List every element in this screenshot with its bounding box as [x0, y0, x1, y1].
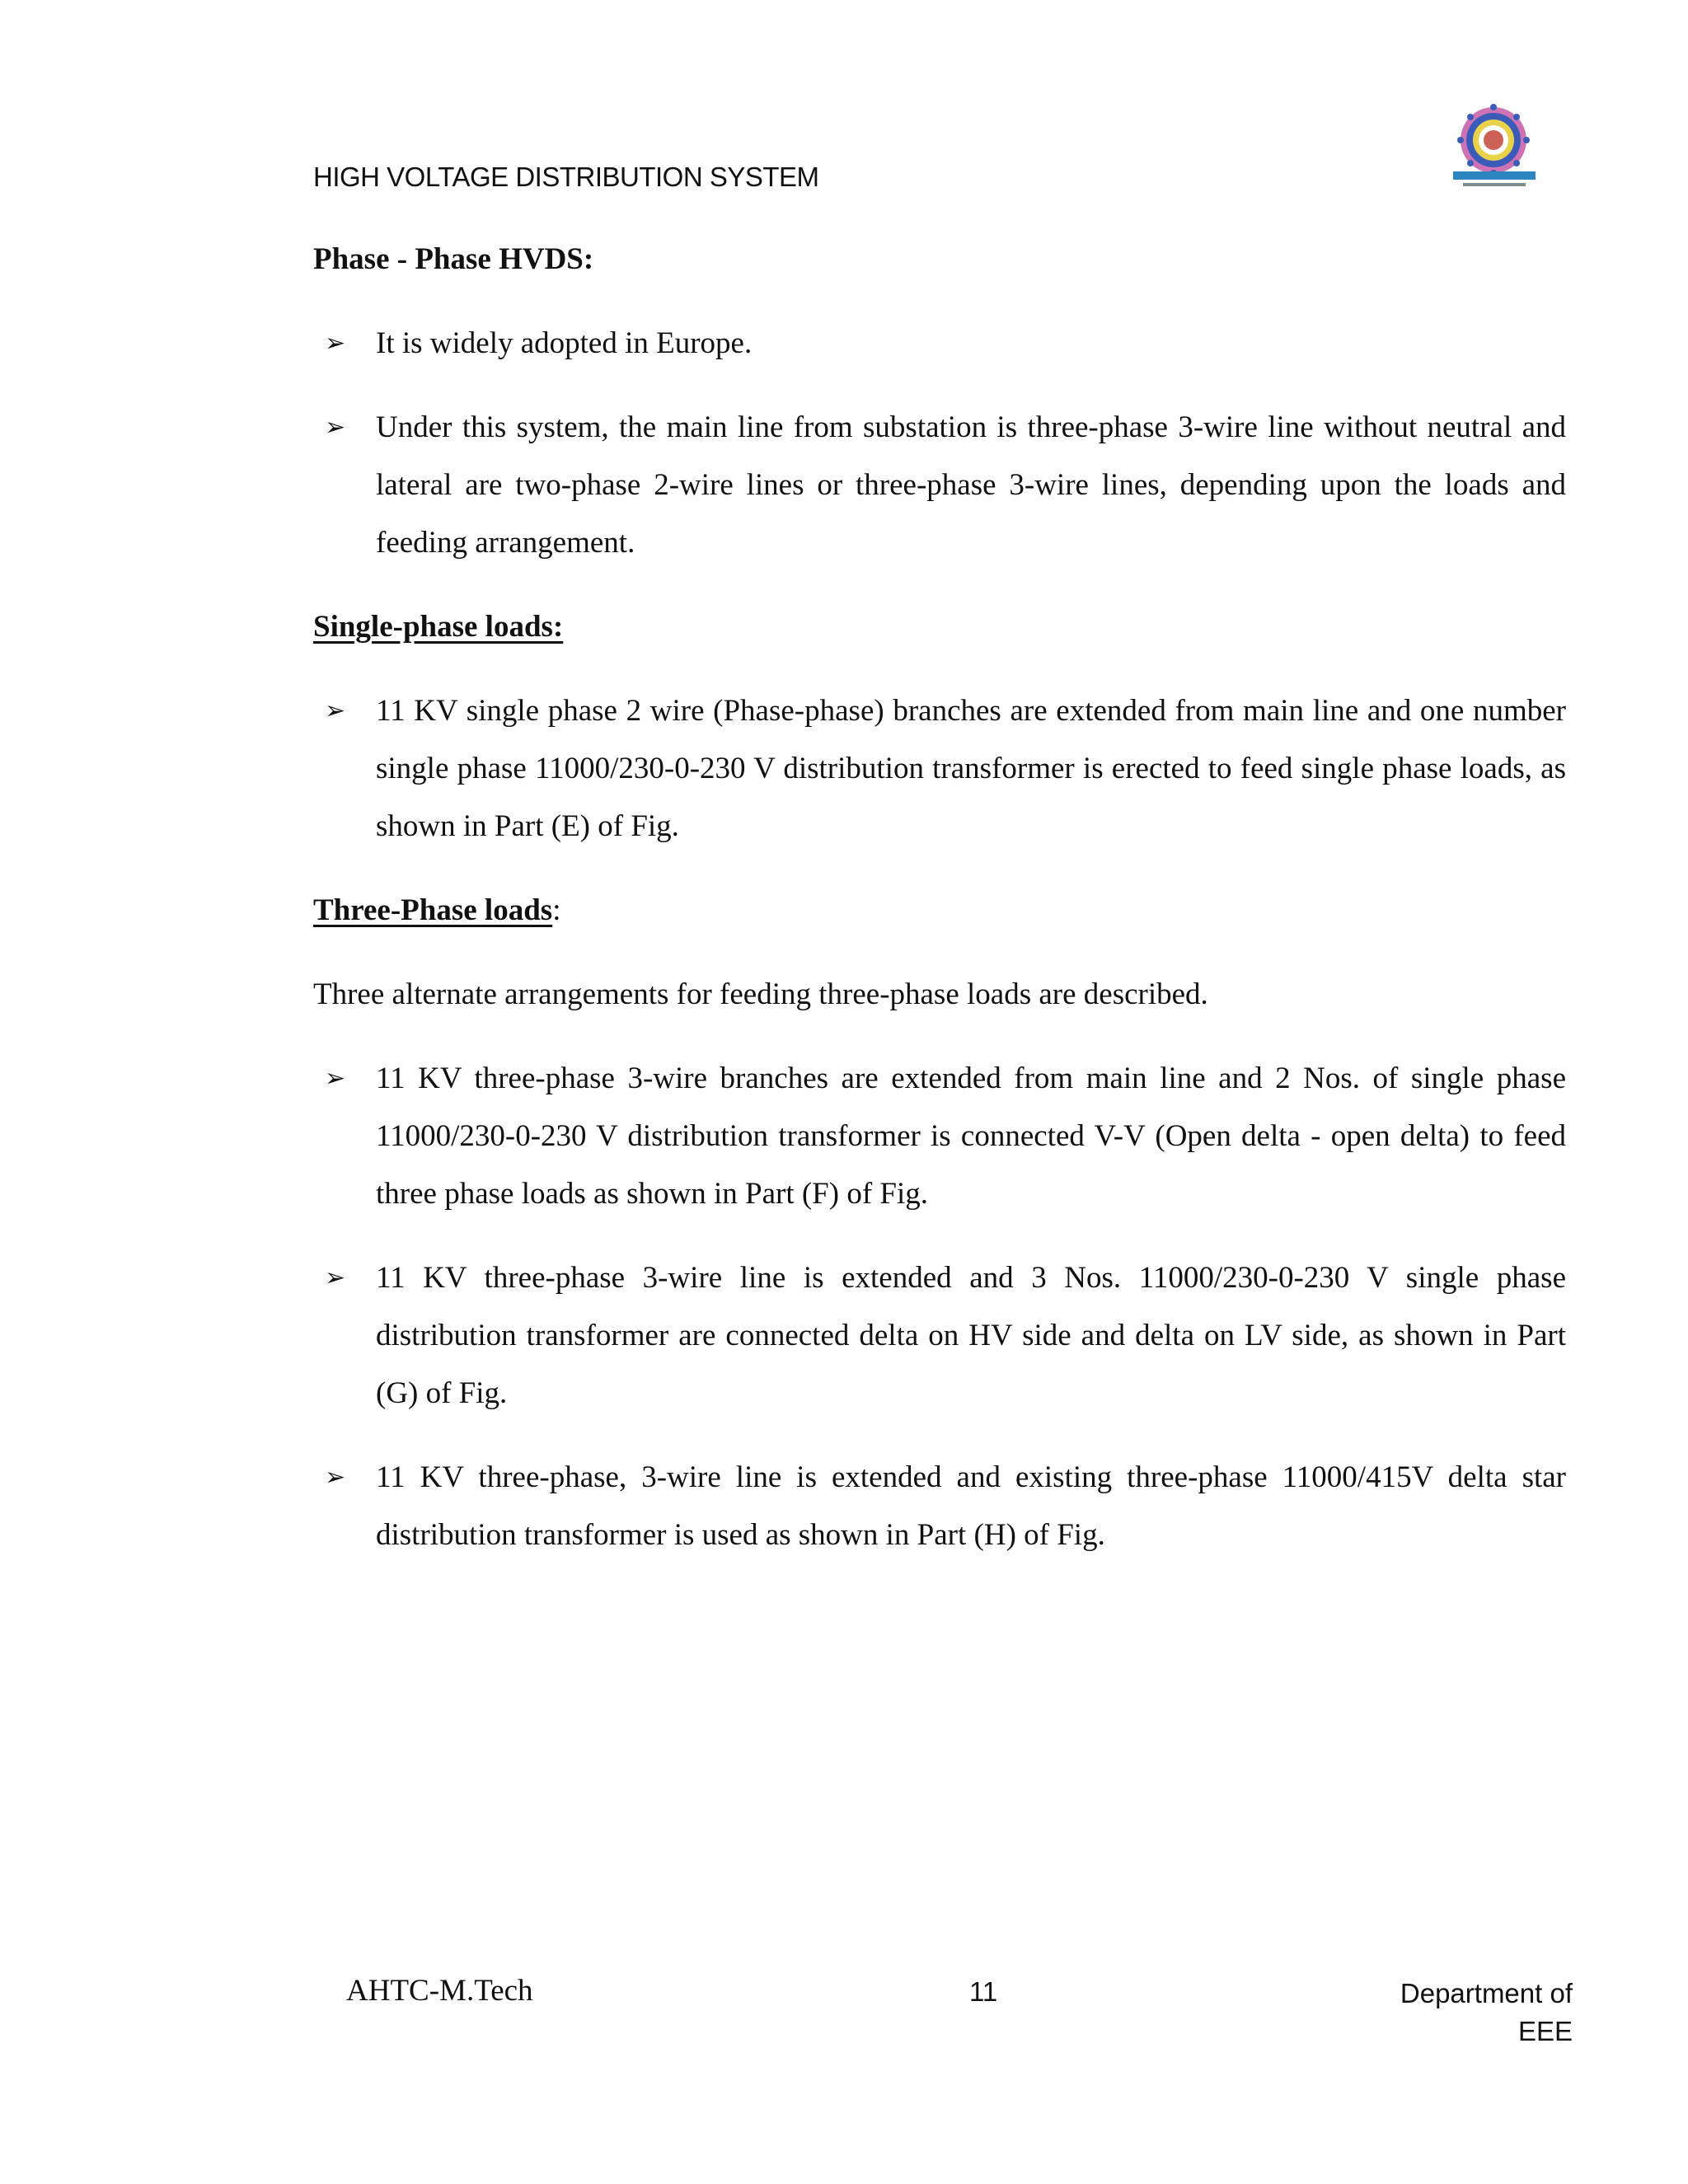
list-item-text: 11 KV three-phase, 3-wire line is extended and existing three-phase 11000/415V delta star distribution transformer is used as shown in Part (H) of Fig.: [376, 1460, 1566, 1552]
arrowhead-bullet-icon: ➢: [325, 1463, 346, 1492]
page-number: 11: [969, 1976, 998, 2007]
arrowhead-bullet-icon: ➢: [325, 696, 346, 725]
arrowhead-bullet-icon: ➢: [325, 329, 346, 358]
section-title-three-phase-loads: [313, 882, 1566, 940]
section-title-single-phase-loads: [313, 598, 1566, 656]
section-title-phase-phase: Phase - Phase HVDS:: [313, 242, 594, 276]
running-header: HIGH VOLTAGE DISTRIBUTION SYSTEM: [313, 162, 819, 192]
list-item-text: 11 KV three-phase 3-wire line is extended and 3 Nos. 11000/230-0-230 V single phase distribution transformer are connected delta on HV side and delta on LV side, as shown in Part (G) of Fig.: [376, 1261, 1566, 1410]
section-title-suffix: :: [552, 893, 561, 927]
list-item-text: Under this system, the main line from substation is three-phase 3-wire line without neutral and lateral are two-phase 2-wire lines or three-phase 3-wire lines, depending upon the loads and feeding arrangement.: [376, 410, 1566, 560]
list-item: [313, 682, 1566, 855]
institution-logo-icon: [1438, 97, 1550, 196]
section-title-text: Three-Phase loads: [313, 893, 553, 927]
list-item: [313, 315, 1566, 373]
list-item: [313, 399, 1566, 572]
arrowhead-bullet-icon: ➢: [325, 413, 346, 442]
arrowhead-bullet-icon: ➢: [325, 1064, 346, 1093]
bullet-list-single-phase: [313, 682, 1566, 855]
section-title-text: Single-phase loads:: [313, 610, 564, 644]
footer-department-line2: EEE: [1517, 2016, 1573, 2046]
arrowhead-bullet-icon: ➢: [325, 1263, 346, 1292]
list-item: [313, 1449, 1566, 1564]
list-item-text: 11 KV three-phase 3-wire branches are extended from main line and 2 Nos. of single phase 11000/230-0-230 V distribution transformer is connected V-V (Open delta - open delta) to feed three phase loads as shown in Part (F) of Fig.: [376, 1062, 1566, 1211]
footer-department-line1: Department of: [1400, 1978, 1573, 2008]
page-content: [313, 231, 1566, 1564]
bullet-list-phase-phase: [313, 315, 1566, 572]
footer-course: AHTC-M.Tech: [346, 1974, 533, 2008]
bullet-list-three-phase: [313, 1050, 1566, 1564]
list-item-text: It is widely adopted in Europe.: [376, 326, 753, 360]
three-phase-intro: Three alternate arrangements for feeding three-phase loads are described.: [313, 977, 1208, 1011]
list-item-text: 11 KV single phase 2 wire (Phase-phase) branches are extended from main line and one number single phase 11000/230-0-230 V distribution transformer is erected to feed single phase loads, as shown in Part (E) of Fig.: [376, 694, 1566, 843]
list-item: [313, 1050, 1566, 1223]
footer-department: [1335, 1975, 1573, 2050]
list-item: [313, 1249, 1566, 1422]
